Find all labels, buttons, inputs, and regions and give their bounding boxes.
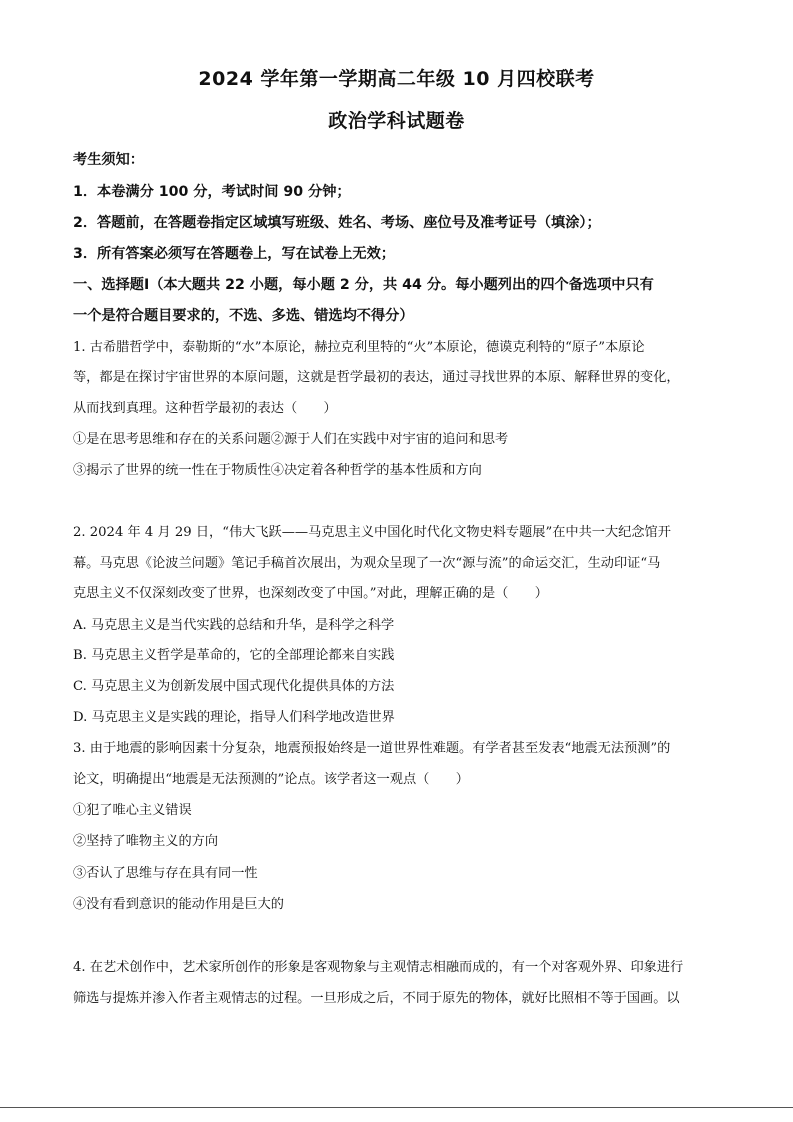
question-1-statement: ①是在思考思维和存在的关系问题②源于人们在实践中对宇宙的追问和思考 bbox=[73, 432, 509, 447]
page-bottom-rule bbox=[0, 1107, 793, 1108]
question-2-option-a[interactable]: A. 马克思主义是当代实践的总结和升华，是科学之科学 bbox=[73, 618, 395, 633]
notice-item: 1．本卷满分 100 分，考试时间 90 分钟； bbox=[73, 184, 351, 200]
notice-heading: 考生须知： bbox=[73, 152, 144, 168]
question-2-option-d[interactable]: D. 马克思主义是实践的理论，指导人们科学地改造世界 bbox=[73, 710, 395, 725]
question-1-text: 从而找到真理。这种哲学最初的表达（ ） bbox=[73, 401, 337, 416]
question-2-text: 克思主义不仅深刻改变了世界，也深刻改变了中国。”对此，理解正确的是（ ） bbox=[73, 586, 548, 601]
question-3-text: 3. 由于地震的影响因素十分复杂，地震预报始终是一道世界性难题。有学者甚至发表“地震无法预测”的 bbox=[73, 741, 671, 756]
exam-subtitle: 政治学科试题卷 bbox=[328, 110, 465, 132]
question-1-text: 等，都是在探讨宇宙世界的本原问题，这就是哲学最初的表达，通过寻找世界的本原、解释世界的变化， bbox=[73, 370, 680, 385]
question-3-statement: ②坚持了唯物主义的方向 bbox=[73, 834, 219, 849]
question-3-text: 论文，明确提出“地震是无法预测的”论点。该学者这一观点（ ） bbox=[73, 772, 469, 787]
question-3-statement: ①犯了唯心主义错误 bbox=[73, 803, 192, 818]
question-2-option-c[interactable]: C. 马克思主义为创新发展中国式现代化提供具体的方法 bbox=[73, 679, 395, 694]
question-3-statement: ③否认了思维与存在具有同一性 bbox=[73, 866, 258, 881]
exam-title: 2024 学年第一学期高二年级 10 月四校联考 bbox=[198, 68, 595, 90]
section-heading-cont: 一个是符合题目要求的，不选、多选、错选均不得分） bbox=[73, 308, 414, 324]
notice-item: 3．所有答案必须写在答题卷上，写在试卷上无效； bbox=[73, 246, 395, 262]
question-2-text: 幕。马克思《论波兰问题》笔记手稿首次展出，为观众呈现了一次“源与流”的命运交汇，生动印证“马 bbox=[73, 556, 661, 571]
question-1-statement: ③揭示了世界的统一性在于物质性④决定着各种哲学的基本性质和方向 bbox=[73, 463, 482, 478]
question-4-text: 4. 在艺术创作中，艺术家所创作的形象是客观物象与主观情志相融而成的，有一个对客观外界、印象进行 bbox=[73, 960, 684, 975]
question-1-text: 1. 古希腊哲学中，泰勒斯的“水”本原论，赫拉克利里特的“火”本原论，德谟克利特的“原子”本原论 bbox=[73, 340, 645, 355]
section-heading: 一、选择题Ⅰ（本大题共 22 小题，每小题 2 分，共 44 分。每小题列出的四个备选项中只有 bbox=[73, 277, 654, 293]
question-3-statement: ④没有看到意识的能动作用是巨大的 bbox=[73, 897, 284, 912]
question-2-text: 2. 2024 年 4 月 29 日，“伟大飞跃——马克思主义中国化时代化文物史料专题展”在中共一大纪念馆开 bbox=[73, 525, 671, 540]
question-4-text: 筛选与提炼并渗入作者主观情志的过程。一旦形成之后，不同于原先的物体，就好比照相不等于国画。以 bbox=[73, 991, 680, 1006]
notice-item: 2．答题前，在答题卷指定区域填写班级、姓名、考场、座位号及准考证号（填涂）； bbox=[73, 215, 601, 231]
question-2-option-b[interactable]: B. 马克思主义哲学是革命的，它的全部理论都来自实践 bbox=[73, 648, 395, 663]
